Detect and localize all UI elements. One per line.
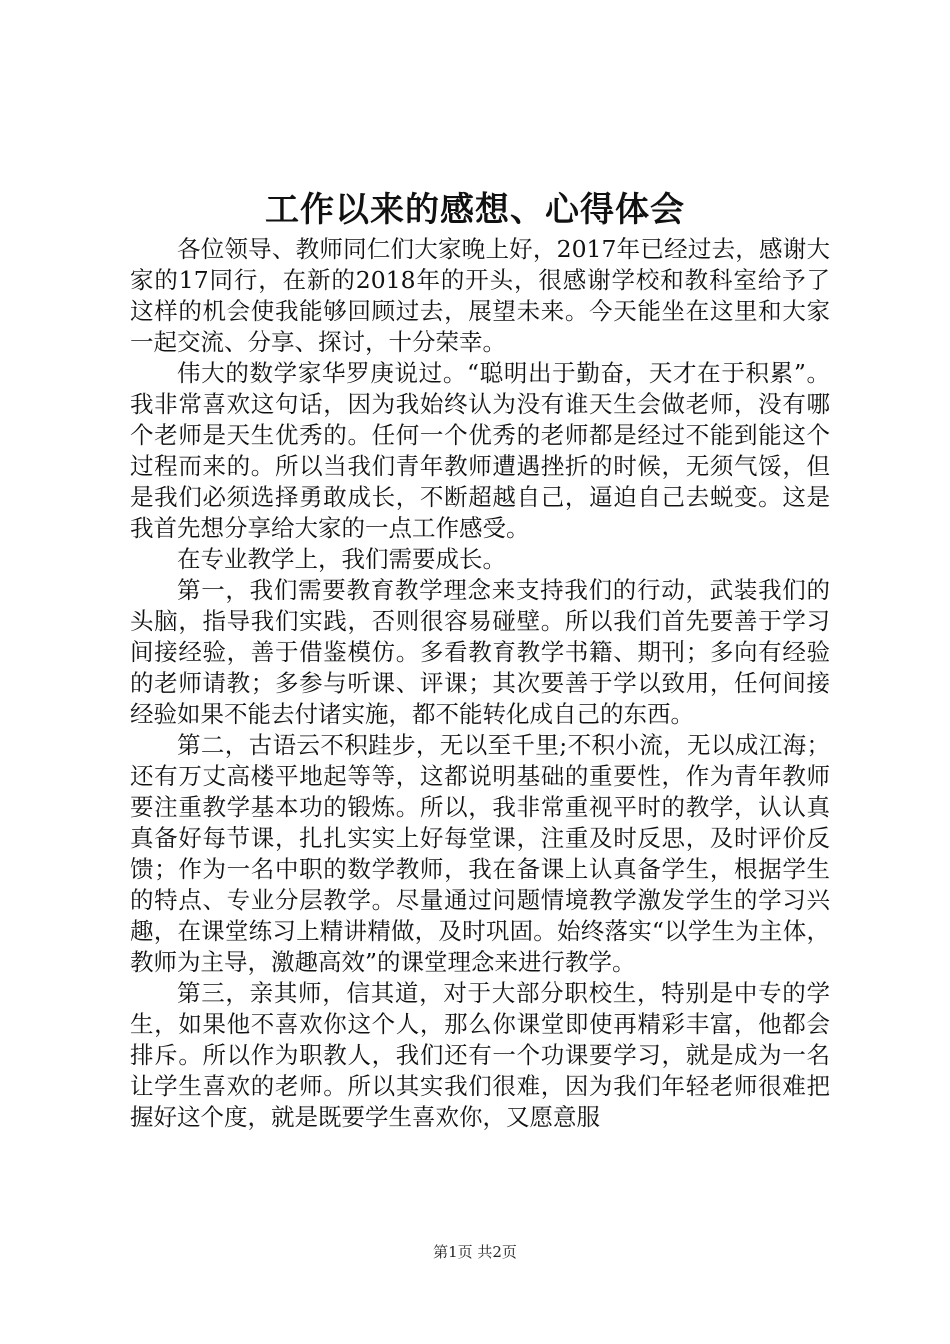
paragraph-professional-growth: 在专业教学上，我们需要成长。 [177,545,506,573]
paragraph-quote: 伟大的数学家华罗庚说过。“聪明出于勤奋，天才在于积累”。我非常喜欢这句话，因为我始终认为没有谁天生会做老师，没有哪个老师是天生优秀的。任何一个优秀的老师都是经过不能到能这个过程而来的。所以当我们青年教师遭遇挫折的时候，无须气馁，但是我们必须选择勇敢成长，不断超越自己，逼迫自己去蜕变。这是我首先想分享给大家的一点工作感受。 [130,359,830,542]
page-title: 工作以来的感想、心得体会 [265,190,685,230]
paragraph-point-two: 第二，古语云不积跬步，无以至千里;不积小流，无以成江海；还有万丈高楼平地起等等，这都说明基础的重要性，作为青年教师要注重教学基本功的锻炼。所以，我非常重视平时的教学，认认真真备好每节课，扎扎实实上好每堂课，注重及时反思，及时评价反馈；作为一名中职的数学教师，我在备课上认真备学生，根据学生的特点、专业分层教学。尽量通过问题情境教学激发学生的学习兴趣，在课堂练习上精讲精做，及时巩固。始终落实“以学生为主体，教师为主导，激趣高效”的课堂理念来进行教学。 [130,731,830,976]
paragraph-greeting: 各位领导、教师同仁们大家晚上好，2017年已经过去，感谢大家的17同行，在新的2018年的开头，很感谢学校和教科室给予了这样的机会使我能够回顾过去，展望未来。今天能坐在这里和大家一起交流、分享、探讨，十分荣幸。 [130,235,830,356]
paragraph-point-one: 第一，我们需要教育教学理念来支持我们的行动，武装我们的头脑，指导我们实践，否则很容易碰壁。所以我们首先要善于学习间接经验，善于借鉴模仿。多看教育教学书籍、期刊；多向有经验的老师请教；多参与听课、评课；其次要善于学以致用，任何间接经验如果不能去付诸实施，都不能转化成自己的东西。 [130,576,830,728]
document-body [130,234,830,1133]
page-number-footer: 第1页 共2页 [433,1243,517,1261]
paragraph-point-three: 第三，亲其师，信其道，对于大部分职校生，特别是中专的学生，如果他不喜欢你这个人，那么你课堂即使再精彩丰富，他都会排斥。所以作为职教人，我们还有一个功课要学习，就是成为一名让学生喜欢的老师。所以其实我们很难，因为我们年轻老师很难把握好这个度，就是既要学生喜欢你，又愿意服 [130,979,830,1131]
